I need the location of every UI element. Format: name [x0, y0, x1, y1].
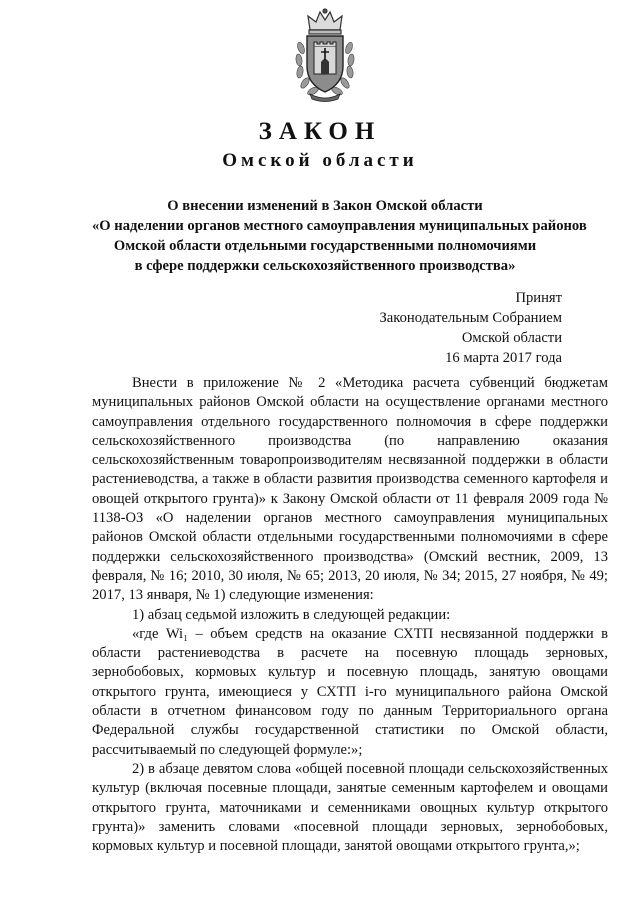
law-heading — [92, 196, 587, 276]
adoption-block — [380, 288, 563, 368]
law-title: ЗАКОН — [258, 118, 382, 145]
adoption-line: Принят — [515, 290, 562, 306]
law-heading-line: Омской области отдельными государственными полномочиями — [113, 238, 537, 254]
law-heading-line: «О наделении органов местного самоуправления муниципальных районов — [92, 218, 587, 234]
coat-of-arms-emblem — [294, 8, 356, 104]
body-paragraph: Внести в приложение № 2 «Методика расчета субвенций бюджетам муниципальных районов Омской области на осуществление органами местного самоуправления отдельного государственного полномочия в сфере поддержки сельскохозяйственного производства (по направлению оказания сельскохозяйственным товаропроизводителям несвязанной поддержки в области растениеводства, а также в области развития производства семенного картофеля и овощей открытого грунта)» к Закону Омской области от 11 февраля 2009 года № 1138-ОЗ «О наделении органов местного самоуправления муниципальных районов Омской области отдельными государственными полномочиями в сфере поддержки сельскохозяйственного производства» (Омский вестник, 2009, 13 февраля, № 16; 2010, 30 июля, № 65; 2013, 20 июля, № 34; 2015, 27 ноября, № 49; 2017, 13 января, № 1) следующие изменения: — [92, 375, 608, 604]
law-heading-line: О внесении изменений в Закон Омской области — [167, 198, 483, 214]
region-title: Омской области — [222, 150, 418, 171]
body-paragraph: «где Wi₁ – объем средств на оказание СХТП несвязанной поддержки в области растениеводства в расчете на посевную площадь зерновых, зернобобовых, кормовых культур и посевную площадь, занятую овощами открытого грунта, имеющиеся у СХТП i-го муниципального района Омской области в отчетном финансовом году по данным Территориального органа Федеральной службы государственной статистики по Омской области, рассчитываемый по следующей формуле:»; — [92, 625, 608, 758]
law-heading-line: в сфере поддержки сельскохозяйственного производства» — [134, 258, 516, 274]
adoption-date: 16 марта 2017 года — [445, 350, 562, 366]
adoption-line: Омской области — [461, 330, 562, 346]
law-body — [92, 374, 608, 856]
body-paragraph: 1) абзац седьмой изложить в следующей редакции: — [132, 606, 451, 623]
adoption-line: Законодательным Собранием — [379, 310, 562, 326]
body-paragraph: 2) в абзаце девятом слова «общей посевной площади сельскохозяйственных культур (включая посевные площади, занятые семенным картофелем и овощами открытого грунта, маточниками и семенниками овощных культур открытого грунта)» заменить словами «посевной площади зерновых, зернобобовых, кормовых культур и посевной площади, занятой овощами открытого грунта,»; — [92, 760, 608, 855]
